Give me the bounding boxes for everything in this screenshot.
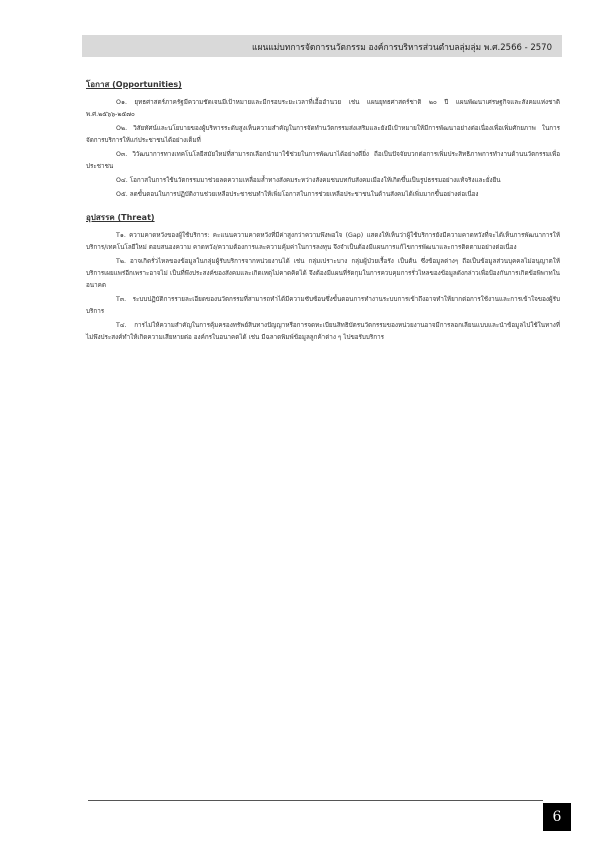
page-number: 6 bbox=[543, 803, 571, 831]
threat-item: T๑. ความคาดหวังของผู้ใช้บริการ: คะแนนความคาดหวังที่มีค่าสูงกว่าความพึงพอใจ (Gap) แสดงให้เห็นว่าผู้ใช้บริการยังมีความคาดหวังที่จะได้เห็นการพัฒนาการให้บริการ/เทคโนโลยีใหม่ ตอบสนองความ คาดหวัง/ความต้องการและความคุ้มค่าในการลงทุน จึงจำเป็นต้องมีแผนการแก้ไขการพัฒนาและการติดตามอย่างต่อเนื่อง bbox=[86, 232, 560, 251]
opportunity-item: O๑. ยุทธศาสตร์ภาครัฐมีความชัดเจนมีเป้าหมายและมีกรอบระยะเวลาที่เอื้ออำนวย เช่น แผนยุทธศาสตร์ชาติ ๒๐ ปี แผนพัฒนาเศรษฐกิจและสังคมแห่งชาติ พ.ศ.๒๕๖๖-๒๕๗๐ bbox=[86, 99, 560, 118]
threat-item: T๒. อาจเกิดรั่วไหลของข้อมูลในกลุ่มผู้รับบริการจากหน่วยงานได้ เช่น กลุ่มเปราะบาง กลุ่มผู้ป่วยเรื้อรัง เป็นต้น ซึ่งข้อมูลต่างๆ ถือเป็นข้อมูลส่วนบุคคลไม่อนุญาตให้บริการเผยแพร่อีกเพราะอาจไม่ เป็นที่พึงประสงค์ของสังคมและเกิดเหตุไม่คาดคิดได้ จึงต้องมีแผนที่รัดกุมในการควบคุมการรั่วไหลของข้อมูลดังกล่าวเพื่อป้องกันการเกิดข้อพิพาทในอนาคต bbox=[86, 258, 560, 289]
threat-item: T๔. การไม่ให้ความสำคัญในการคุ้มครองทรัพย์สินทางปัญญาหรือการจดทะเบียนสิทธิบัตรนวัตกรรมของหน่วยงานอาจมีการลอกเลียนแบบและนำข้อมูลไปใช้ในทางที่ไม่พึงประสงค์ทำให้เกิดความเสียหายต่อ องค์กรในอนาคตได้ เช่น มีฉลาดพิมพ์ข้อมูลลูกค้าต่าง ๆ ไปขอรับบริการ bbox=[86, 322, 560, 341]
opportunities-heading: โอกาส (Opportunities) bbox=[86, 80, 182, 89]
footer-divider bbox=[88, 800, 543, 801]
header-bar bbox=[82, 35, 562, 57]
opportunity-item: O๒. วิสัยทัศน์และนโยบายของผู้บริหารระดับสูงเห็นความสำคัญในการจัดทำนวัตกรรมส่งเสริมและยังมีเป้าหมายให้มีการพัฒนาอย่างต่อเนื่องเพื่อเพิ่มศักยภาพ ในการจัดการบริการให้แก่ประชาชนได้อย่างเต็มที่ bbox=[86, 125, 560, 144]
opportunity-item: O๓. วิวัฒนาการทางเทคโนโลยีสมัยใหม่ที่สามารถเลือกนำมาใช้ช่วยในการพัฒนาได้อย่างดียิ่ง ถือเป็นปัจจัยบวกต่อการเพิ่มประสิทธิภาพการทำงานด้านนวัตกรรมเพื่อประชาชน bbox=[86, 151, 560, 170]
header-title: แผนแม่บทการจัดการนวัตกรรม องค์การบริหารส่วนตำบลลุ่มลุ่ม พ.ศ.2566 - 2570 bbox=[252, 43, 552, 53]
threat-item: T๓. ระบบปฏิบัติการรายละเอียดของนวัตกรรมที่สามารถทำได้มีความซับซ้อนซึ่งขั้นตอนการทำงานระบบการเข้าถึงอาจทำให้ยากต่อการใช้งานและการเข้าใจของผู้รับบริการ bbox=[86, 296, 560, 315]
opportunity-item: O๕. ลดขั้นตอนในการปฏิบัติงานช่วยเหลือประชาชนทำให้เพิ่มโอกาสในการช่วยเหลือประชาชนในด้านสังคมได้เพิ่มมากขึ้นอย่างต่อเนื่อง bbox=[116, 191, 479, 198]
section-gap bbox=[86, 203, 560, 211]
opportunity-item: O๔. โอกาสในการใช้นวัตกรรมมาช่วยลดความเหลื่อมล้ำทางสังคมระหว่างสังคมชนบทกับสังคมเมืองให้เกิดขึ้นเป็นรูปธรรมอย่างแท้จริงและยั่งยืน bbox=[116, 177, 501, 184]
threats-heading: อุปสรรค (Threat) bbox=[86, 213, 155, 222]
page-content bbox=[86, 78, 560, 346]
